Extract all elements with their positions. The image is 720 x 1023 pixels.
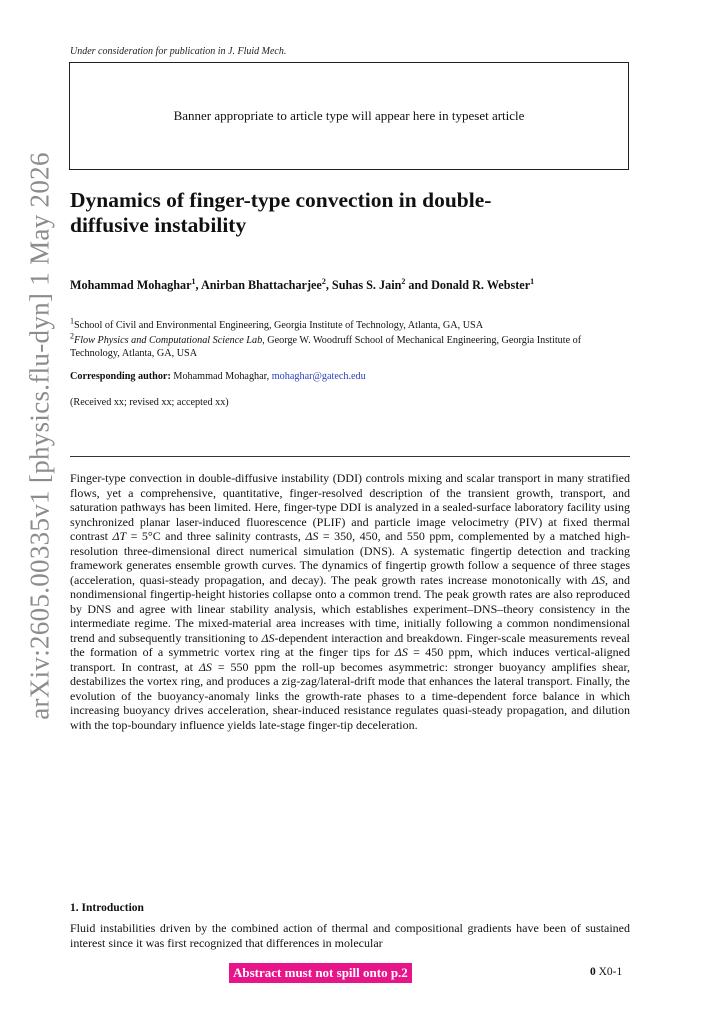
- author-name: Anirban Bhattacharjee: [200, 278, 322, 292]
- math-symbol: ΔS: [305, 529, 319, 543]
- affiliation-number: 2: [70, 331, 74, 341]
- arxiv-identifier-stamp: arXiv:2605.00335v1 [physics.flu-dyn] 1 May 2026: [24, 152, 55, 720]
- math-symbol: ΔS: [591, 572, 605, 587]
- journal-header-note: Under consideration for publication in J. Fluid Mech.: [70, 46, 287, 57]
- section-heading-introduction: 1. Introduction: [70, 902, 144, 914]
- affiliation-1: [70, 316, 630, 333]
- banner-text: Banner appropriate to article type will appear here in typeset article: [173, 108, 525, 123]
- author-name: Mohammad Mohaghar: [70, 278, 192, 292]
- page-number-rest: X0-1: [595, 966, 623, 978]
- abstract-divider: [70, 456, 630, 457]
- author-name: Suhas S. Jain: [331, 278, 402, 292]
- abstract-segment: = 550 ppm the roll-up becomes asymmetric: stronger buoyancy amplifies shear, destabilizes the vortex ring, and produces a zig-zag/lateral-drift mode that enhances the lateral transport. Finally, the evolution of the buoyancy-anomaly links the growth-rate phases to a time-dependent force balance in which increasing buoyancy drives acceleration, shear-induced resistance regulates quasi-steady propagation, and dilution with the top-boundary influence yields late-stage finger-tip deceleration.: [70, 659, 630, 732]
- affiliation-2: [70, 331, 630, 360]
- affiliation-marker: 2: [401, 276, 406, 286]
- affiliation-lab-name: Flow Physics and Computational Science Lab: [74, 335, 263, 346]
- affiliation-text: , George W. Woodruff School of Mechanical Engineering, Georgia Institute of Technology, Atlanta, GA, USA: [70, 335, 582, 359]
- author-name: Donald R. Webster: [431, 278, 531, 292]
- abstract-segment: = 350, 450, and 550 ppm, complemented by a matched high-resolution three-dimensional direct numerical simulation (DNS). A systematic fingertip detection and tracking framework generates ensemble growth curves. The dynamics of fingertip growth follow a sequence of three stages (acceleration, quasi-steady propagation, and decay). The peak growth rates increase monotonically with: [70, 529, 630, 587]
- affiliation-marker: 1: [191, 276, 196, 286]
- affiliation-number: 1: [70, 316, 74, 326]
- affiliation-marker: 1: [530, 276, 535, 286]
- author-separator: ,: [325, 278, 332, 292]
- received-dates: (Received xx; revised xx; accepted xx): [70, 397, 229, 408]
- abstract-text: [70, 471, 630, 732]
- abstract-segment: = 450 ppm, which induces vertical-aligned transport. In contrast, at: [70, 645, 630, 674]
- overflow-warning-label: Abstract must not spill onto p.2: [229, 963, 412, 983]
- affiliation-marker: 2: [321, 276, 326, 286]
- page-number-bold: 0: [590, 966, 596, 978]
- math-symbol: ΔT: [112, 529, 127, 543]
- math-symbol: ΔS: [198, 659, 212, 674]
- math-symbol: ΔS: [261, 630, 275, 645]
- author-list: [70, 278, 630, 293]
- corresponding-name: Mohammad Mohaghar,: [170, 371, 272, 382]
- corresponding-author: [70, 371, 366, 382]
- email-link[interactable]: mohaghar@gatech.edu: [271, 371, 366, 382]
- paper-title: Dynamics of finger-type convection in double-diffusive instability: [70, 188, 492, 237]
- abstract-segment: Finger-type convection in double-diffusive instability (DDI) controls mixing and scalar transport in many stratified flows, yet a comprehensive, quantitative, finger-resolved description of the transient growth, transport, and saturation pathways has been limited. Here, finger-type DDI is analyzed in a sealed-surface laboratory facility using synchronized planar laser-induced fluorescence (PLIF) and particle image velocimetry (PIV) at fixed thermal contrast: [70, 471, 630, 543]
- abstract-segment: = 5°C and three salinity contrasts,: [126, 529, 306, 543]
- page-number: [590, 966, 622, 978]
- author-separator: and: [405, 278, 432, 292]
- author-separator: ,: [195, 278, 201, 292]
- math-symbol: ΔS: [394, 645, 408, 659]
- abstract-segment: , and nondimensional fingertip-height histories collapse onto a common trend. The peak growth rates are also reproduced by DNS and agree with linear stability analysis, which establishes experiment–DNS–theory consistency in the intermediate regime. The mixed-material area increases with time, initially following a common nondimensional trend and subsequently transitioning to: [70, 572, 630, 645]
- abstract-segment: -dependent interaction and breakdown. Finger-scale measurements reveal the formation of a symmetric vortex ring at the finger tips for: [70, 630, 631, 659]
- affiliation-text: School of Civil and Environmental Engineering, Georgia Institute of Technology, Atlanta, GA, USA: [74, 320, 484, 331]
- article-type-banner: [69, 62, 629, 170]
- corresponding-label: Corresponding author:: [70, 371, 171, 382]
- introduction-text: Fluid instabilities driven by the combined action of thermal and compositional gradients have been of sustained interest since it was first recognized that differences in molecular: [70, 921, 630, 950]
